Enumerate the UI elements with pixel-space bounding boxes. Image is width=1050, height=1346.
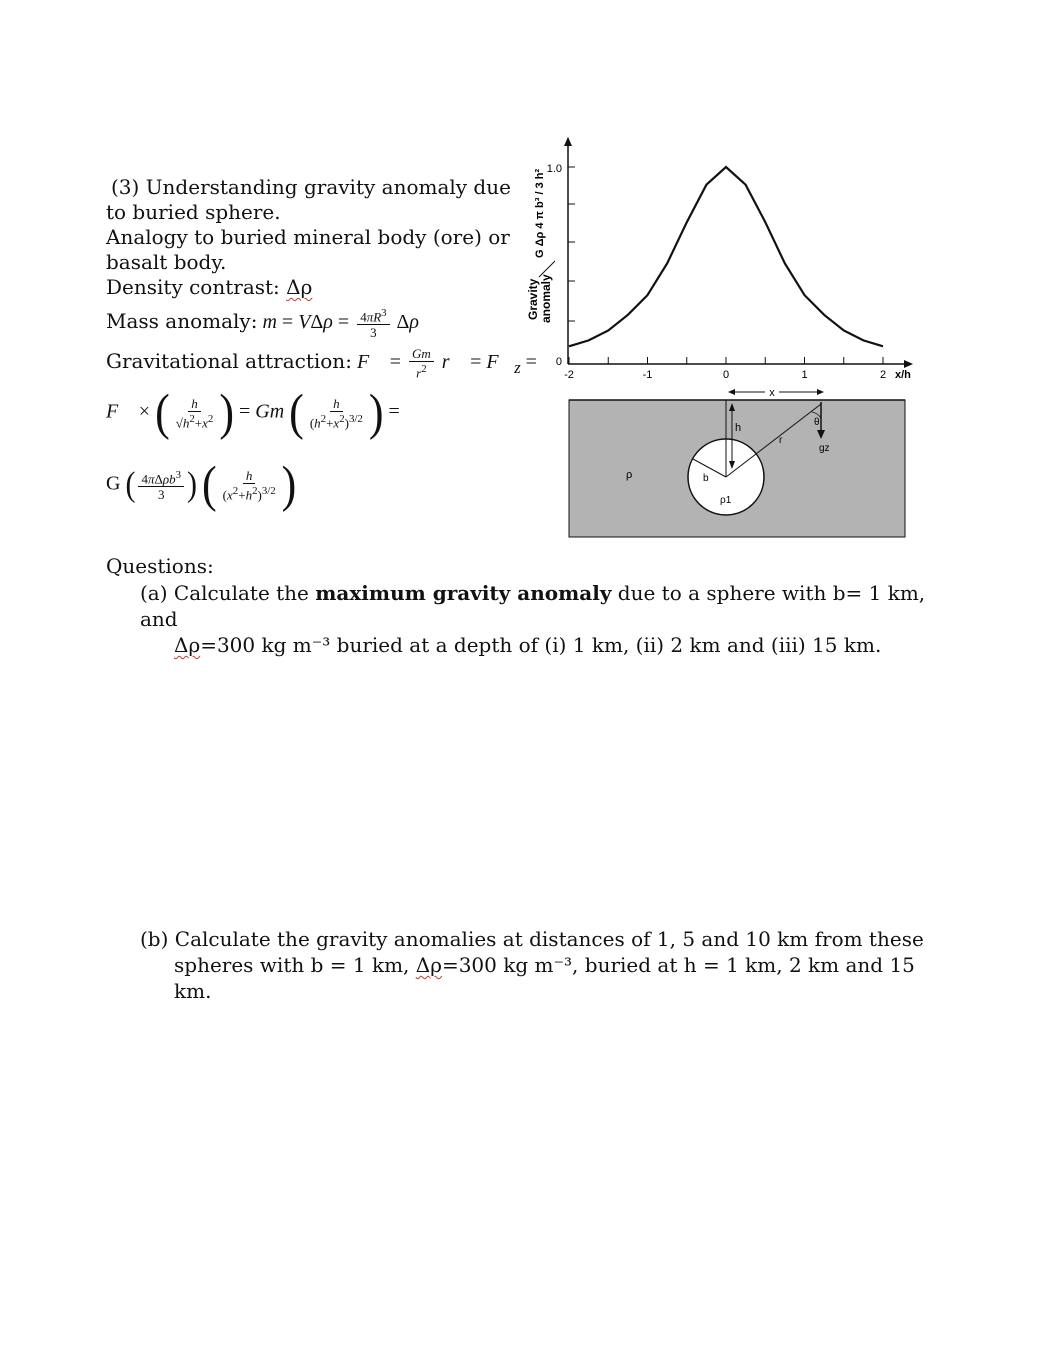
questions-heading: Questions: (106, 554, 214, 578)
mass-label: Mass anomaly: (106, 308, 258, 333)
y-axis-arrow (564, 137, 572, 146)
x-arrow-left-head (728, 389, 735, 395)
gz-label: gz (819, 443, 830, 454)
x-ticks (564, 357, 886, 381)
density-line (106, 275, 506, 300)
sphere-anomaly-equation: G ( $\frac{4\pi\Delta\rho b^3}{3}$ ) ( $\frac{h}{(x^2+h^2)^{3/2}}$ ) (106, 456, 297, 513)
y-zero-tick-label: 0 (555, 356, 562, 368)
x-tick-label: -1 (642, 369, 653, 381)
host-density-label: ρ (626, 469, 633, 481)
intro-heading: (3) Understanding gravity anomaly due (111, 175, 511, 199)
force-component-equation: F⃗ × ( $\frac{h}{√h^2+x^2}$ ) = Gm ( $\frac{h}{(h^2+x^2)^{3/2}}$ ) = (106, 384, 400, 441)
y-top-tick-label: 1.0 (546, 163, 562, 175)
x-tick-label: 1 (801, 369, 808, 381)
gravity-anomaly-figure (515, 135, 925, 545)
question-b-symbol: Δρ (415, 953, 442, 977)
question-a (140, 580, 940, 658)
question-a-bold: maximum gravity anomaly (315, 581, 612, 605)
x-axis-label: x/h (895, 369, 911, 381)
intro-heading-cont: to buried sphere. (106, 200, 281, 224)
density-label: Density contrast: (106, 275, 280, 299)
y-label-anomaly: anomaly (539, 274, 553, 323)
analogy-line-1: Analogy to buried mineral body (ore) or (106, 225, 510, 249)
theta-label: θ (814, 417, 820, 428)
x-distance-label: x (769, 387, 775, 399)
attraction-equation: Gravitational attraction: F⃗ = $\frac{Gm}{r^2}$ r⃗ = $F⃗_z$ = (106, 346, 537, 381)
x-arrow-right-head (817, 389, 824, 395)
question-a-cont: =300 kg m⁻³ buried at a depth of (i) 1 km, (ii) 2 km and (iii) 15 km. (200, 633, 882, 657)
anomaly-curve (569, 167, 883, 346)
question-a-line-1 (140, 580, 940, 632)
x-axis-arrow (904, 360, 913, 368)
question-b-post: =300 kg m⁻³, buried at h = 1 km, 2 km and 15 km. (174, 953, 915, 1003)
question-a-post: due to a sphere with b= 1 km, and (140, 581, 926, 631)
mass-anomaly-equation: Mass anomaly: m = VΔρ = $\frac{4\pi R^3}{3}$ Δρ (106, 307, 419, 341)
question-b-line-2 (140, 952, 940, 1004)
question-b (140, 926, 940, 1004)
r-label: r (779, 435, 783, 446)
density-symbol: Δρ (286, 275, 313, 299)
question-b-pre: spheres with b = 1 km, (174, 953, 410, 977)
x-tick-label: 2 (879, 369, 887, 381)
y-label-gravity: Gravity (526, 278, 540, 320)
radius-label: b (703, 473, 709, 484)
question-a-symbol: Δρ (174, 633, 201, 657)
question-a-pre: (a) Calculate the (140, 581, 309, 605)
question-a-line-2 (140, 632, 940, 658)
question-b-line-1: (b) Calculate the gravity anomalies at distances of 1, 5 and 10 km from these (140, 927, 924, 951)
x-tick-label: 0 (722, 369, 730, 381)
y-label-scale: G Δρ 4 π b³ / 3 h² (534, 168, 546, 258)
intro-section (106, 175, 511, 300)
sphere-density-label: ρ1 (720, 495, 732, 506)
analogy-line-2: basalt body. (106, 250, 227, 274)
x-tick-label: -2 (564, 369, 574, 381)
depth-label: h (735, 422, 742, 434)
attraction-label: Gravitational attraction: (106, 348, 352, 373)
